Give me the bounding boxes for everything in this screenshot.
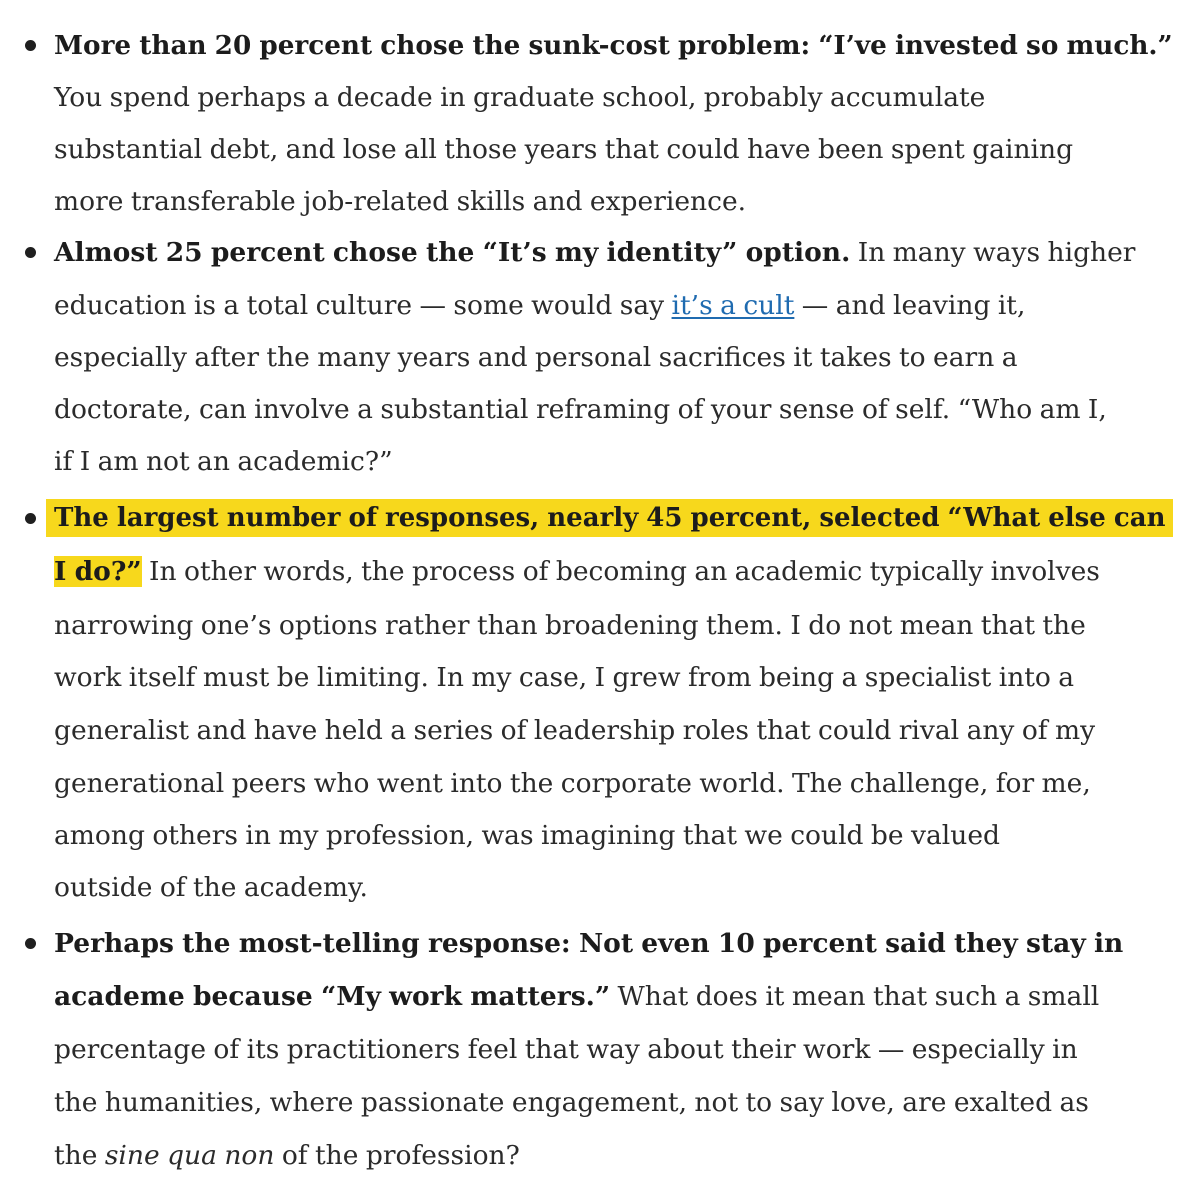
text-line: if I am not an academic?” bbox=[54, 446, 393, 477]
body-text: In other words, the process of becoming an academic typically involves bbox=[141, 556, 1100, 587]
text-line bbox=[54, 492, 1173, 544]
text-line bbox=[54, 280, 1025, 332]
text-line bbox=[54, 971, 1099, 1023]
its-a-cult-link[interactable]: it’s a cult bbox=[671, 290, 795, 321]
body-text: In many ways higher bbox=[850, 237, 1136, 268]
text-line bbox=[54, 546, 1100, 598]
text-line bbox=[54, 1130, 520, 1182]
bold-lead: Perhaps the most-telling response: Not even 10 percent said they stay in bbox=[54, 928, 1124, 959]
bullet-icon bbox=[25, 938, 36, 949]
bold-lead: Almost 25 percent chose the “It’s my identity” option. bbox=[54, 237, 851, 268]
highlighted-bold-lead: I do?” bbox=[54, 556, 142, 587]
body-text: of the profession? bbox=[274, 1140, 520, 1171]
text-line: percentage of its practitioners feel that way about their work — especially in bbox=[54, 1034, 1078, 1065]
text-line: outside of the academy. bbox=[54, 872, 368, 903]
text-line: more transferable job-related skills and experience. bbox=[54, 186, 747, 217]
text-line: substantial debt, and lose all those years that could have been spent gaining bbox=[54, 134, 1074, 165]
body-text: education is a total culture — some would say bbox=[54, 290, 672, 321]
text-line bbox=[54, 20, 1173, 72]
text-line: among others in my profession, was imagining that we could be valued bbox=[54, 820, 1000, 851]
italic-phrase: sine qua non bbox=[104, 1140, 275, 1171]
bullet-icon bbox=[25, 513, 36, 524]
bullet-icon bbox=[25, 40, 36, 51]
text-line: generational peers who went into the corporate world. The challenge, for me, bbox=[54, 768, 1091, 799]
text-line bbox=[54, 918, 1123, 970]
bullet-icon bbox=[25, 247, 36, 258]
body-text: — and leaving it, bbox=[794, 290, 1026, 321]
text-line: the humanities, where passionate engagement, not to say love, are exalted as bbox=[54, 1087, 1089, 1118]
body-text: the bbox=[54, 1140, 105, 1171]
highlighted-bold-lead: The largest number of responses, nearly 45 percent, selected “What else can bbox=[46, 499, 1173, 537]
text-line: generalist and have held a series of leadership roles that could rival any of my bbox=[54, 715, 1096, 746]
text-line bbox=[54, 227, 1135, 279]
text-line: You spend perhaps a decade in graduate school, probably accumulate bbox=[54, 82, 986, 113]
text-line: especially after the many years and personal sacrifices it takes to earn a bbox=[54, 342, 1018, 373]
bold-lead: More than 20 percent chose the sunk-cost problem: “I’ve invested so much.” bbox=[54, 30, 1173, 61]
bold-lead: academe because “My work matters.” bbox=[54, 981, 611, 1012]
text-line: doctorate, can involve a substantial reframing of your sense of self. “Who am I, bbox=[54, 394, 1107, 425]
body-text: What does it mean that such a small bbox=[610, 981, 1100, 1012]
text-line: narrowing one’s options rather than broadening them. I do not mean that the bbox=[54, 610, 1086, 641]
text-line: work itself must be limiting. In my case, I grew from being a specialist into a bbox=[54, 662, 1075, 693]
